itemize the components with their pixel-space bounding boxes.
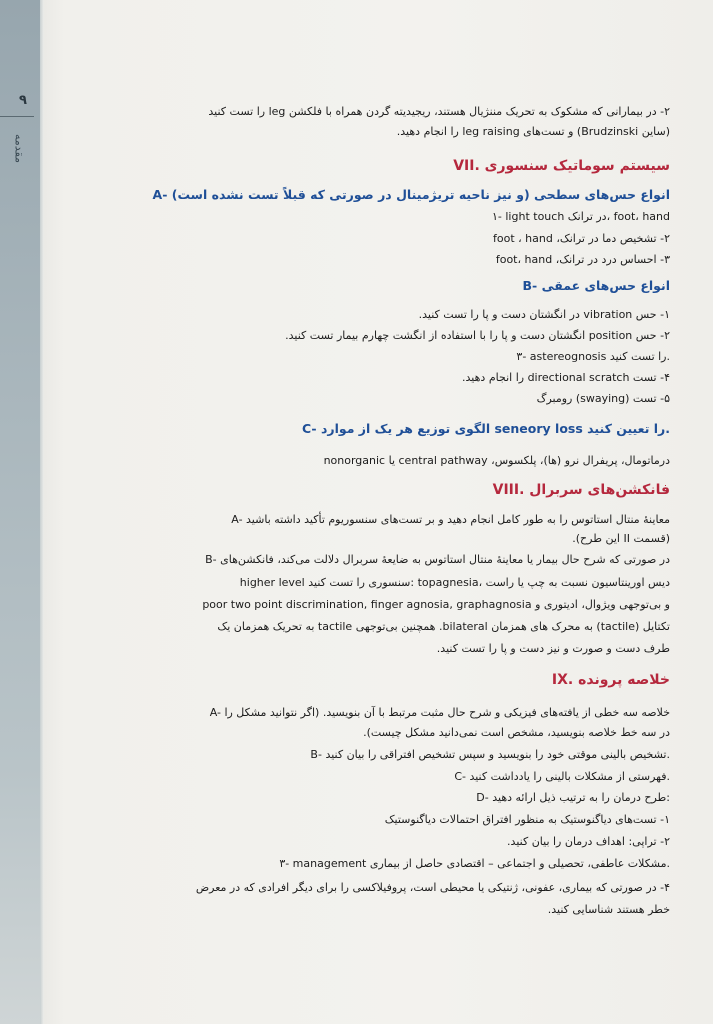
- section-heading-viii: VIII. فانکشن‌های سربرال: [492, 482, 670, 498]
- list-item: ۱- تست‌های دیاگنوستیک به منظور افتراق احتمالات دیاگنوستیک: [384, 813, 670, 826]
- subheading-a: A- انواع حس‌های سطحی (و نیز ناحیه تریژمینال در صورتی که قبلاً تست نشده است): [152, 187, 670, 202]
- running-head: مقدمه: [12, 134, 26, 164]
- text-line: A- معاینهٔ منتال استاتوس را به طور کامل انجام دهید و بر تست‌های سنسوریوم تأکید داشته باشید: [231, 513, 670, 526]
- list-item: ۱- light touch در ترانک، foot، hand: [492, 210, 670, 223]
- list-item: ۳- astereognosis را تست کنید.: [516, 350, 670, 363]
- section-heading-vii: VII. سیستم سوماتیک سنسوری: [453, 158, 670, 174]
- list-item: ۱- حس vibration در انگشتان دست و پا را تست کنید.: [418, 308, 670, 321]
- text-line: A- خلاصه سه خطی از یافته‌های فیزیکی و شرح حال مثبت مرتبط با آن بنویسید. (اگر نتوانید مشکل را: [209, 706, 670, 719]
- text-line: طرف دست و صورت و نیز دست و پا را تست کنید.: [436, 642, 670, 655]
- text-line: B- در صورتی که شرح حال بیمار یا معاینهٔ منتال استاتوس به ضایعهٔ سربرال دلالت می‌کند، فانکشن‌های: [205, 553, 670, 566]
- list-item: ۴- در صورتی که بیماری، عفونی، ژنتیکی یا محیطی است، پروفیلاکسی را برای دیگر افرادی که در معرض: [195, 881, 670, 894]
- text-line: poor two point discrimination, finger agnosia, graphagnosia و بی‌توجهی ویژوال، ادیتوری و: [202, 598, 670, 611]
- text-line: درماتومال، پریفرال نرو (ها)، پلکسوس، central pathway یا nonorganic: [323, 454, 670, 467]
- text-line: (ساین Brudzinski) و تست‌های leg raising را انجام دهید.: [396, 125, 670, 138]
- list-item: ۲- تشخیص دما در ترانک، foot ، hand: [492, 232, 670, 245]
- list-item: ۲- حس position انگشتان دست و پا را با استفاده از انگشت چهارم بیمار تست کنید.: [285, 329, 670, 342]
- list-item: ۲- تراپی: اهداف درمان را بیان کنید.: [507, 835, 670, 848]
- list-item: ۴- تست directional scratch را انجام دهید.: [462, 371, 670, 384]
- text-line: خطر هستند شناسایی کنید.: [547, 903, 670, 916]
- text-line: B- تشخیص بالینی موقتی خود را بنویسید و سپس تشخیص افتراقی را بیان کنید.: [310, 748, 670, 761]
- section-heading-ix: IX. خلاصه پرونده: [551, 672, 670, 688]
- edge-divider: [40, 0, 44, 1024]
- page-content: [152, 0, 670, 1024]
- text-line: C- فهرستی از مشکلات بالینی را یادداشت کنید.: [454, 770, 670, 783]
- page-number-rule: [0, 116, 34, 117]
- subheading-c: C- الگوی توزیع هر یک از موارد seneory loss را تعیین کنید.: [301, 421, 670, 436]
- text-line: تکتایل (tactile) به محرک های همزمان bilateral. همچنین بی‌توجهی tactile به تحریک همزمان یک: [217, 620, 670, 633]
- text-line: D- طرح درمان را به ترتیب ذیل ارائه دهید:: [476, 791, 670, 804]
- list-item: ۳- management مشکلات عاطفی، تحصیلی و اجتماعی – اقتصادی حاصل از بیماری.: [279, 857, 670, 870]
- subheading-b: B- انواع حس‌های عمقی: [522, 278, 670, 293]
- text-line: در سه خط خلاصه بنویسید، مشخص است نمی‌دانید مشکل چیست).: [363, 726, 670, 739]
- text-line: (قسمت II این طرح).: [572, 532, 670, 545]
- list-item: ۵- تست (swaying) رومبرگ: [536, 392, 670, 405]
- list-item: ۳- احساس درد در ترانک، foot، hand: [495, 253, 670, 266]
- text-line: higher level سنسوری را تست کنید: topagnesia، دیس اورینتاسیون نسبت به چپ یا راست: [239, 576, 670, 589]
- page-number: ۹: [19, 93, 27, 108]
- text-line: ۲- در بیمارانی که مشکوک به تحریک مننژیال هستند، ریجیدیته گردن همراه با فلکشن leg را تست کنید: [208, 105, 670, 118]
